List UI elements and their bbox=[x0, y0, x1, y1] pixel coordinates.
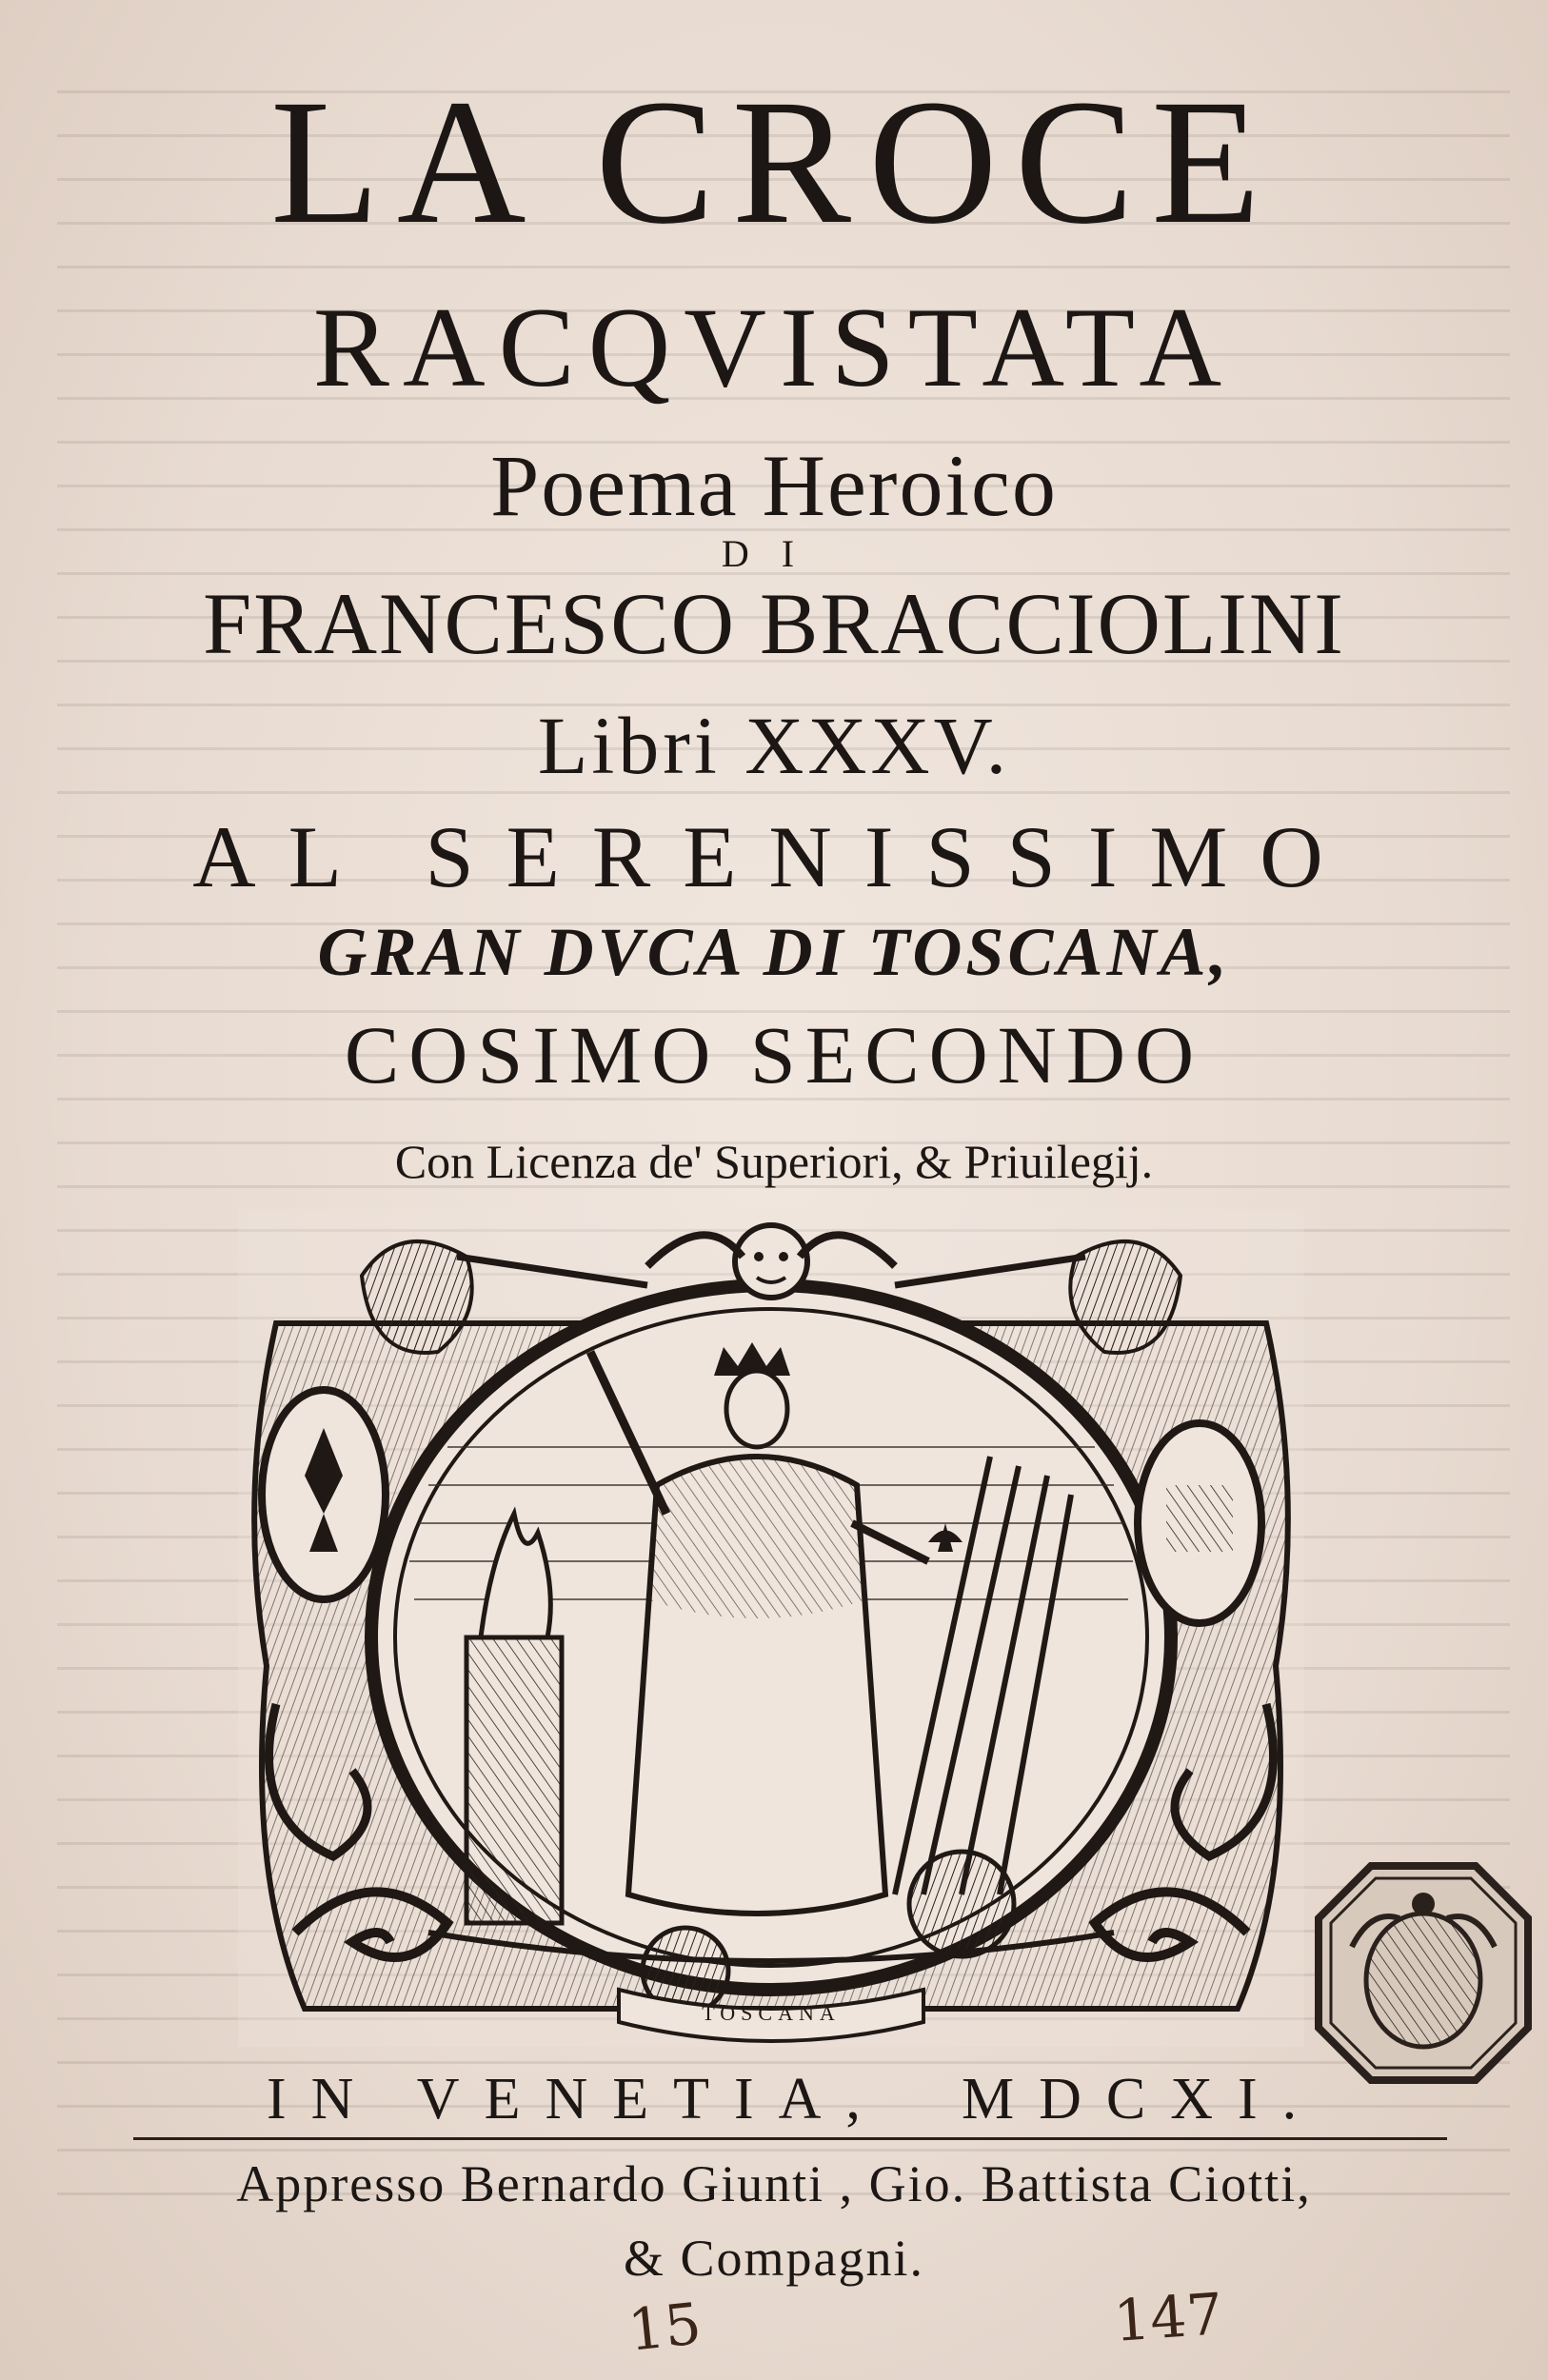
subtitle: Poema Heroico bbox=[490, 437, 1058, 534]
library-stamp bbox=[1314, 1861, 1533, 2085]
dedication-line-3: COSIMO SECONDO bbox=[344, 1009, 1204, 1101]
books-count: Libri XXXV. bbox=[537, 700, 1011, 791]
imprint-year: MDCXI. bbox=[962, 2067, 1322, 2132]
publisher-line-2: & Compagni. bbox=[624, 2230, 924, 2287]
handwritten-note-left: 15 bbox=[625, 2291, 705, 2365]
by-line: DI bbox=[721, 532, 827, 575]
woodcut-illustration bbox=[238, 1209, 1304, 2047]
title-line-1: LA CROCE bbox=[269, 62, 1279, 261]
dedication-line-2: GRAN DVCA DI TOSCANA, bbox=[317, 914, 1231, 990]
imprint-place: IN VENETIA, bbox=[267, 2067, 885, 2132]
title-line-2: RACQVISTATA bbox=[312, 284, 1236, 410]
imprint-line bbox=[267, 2066, 1322, 2132]
handwritten-note-right: 147 bbox=[1111, 2281, 1225, 2355]
author-name: FRANCESCO BRACCIOLINI bbox=[203, 575, 1345, 672]
publisher-line-1: Appresso Bernardo Giunti , Gio. Battista Ciotti, bbox=[236, 2155, 1312, 2212]
woodcut-banner-text: TOSCANA bbox=[702, 2001, 841, 2025]
dedication-line-1: AL SERENISSIMO bbox=[192, 808, 1356, 905]
horizontal-rule bbox=[133, 2137, 1447, 2140]
license-line: Con Licenza de' Superiori, & Priuilegij. bbox=[394, 1135, 1154, 1188]
